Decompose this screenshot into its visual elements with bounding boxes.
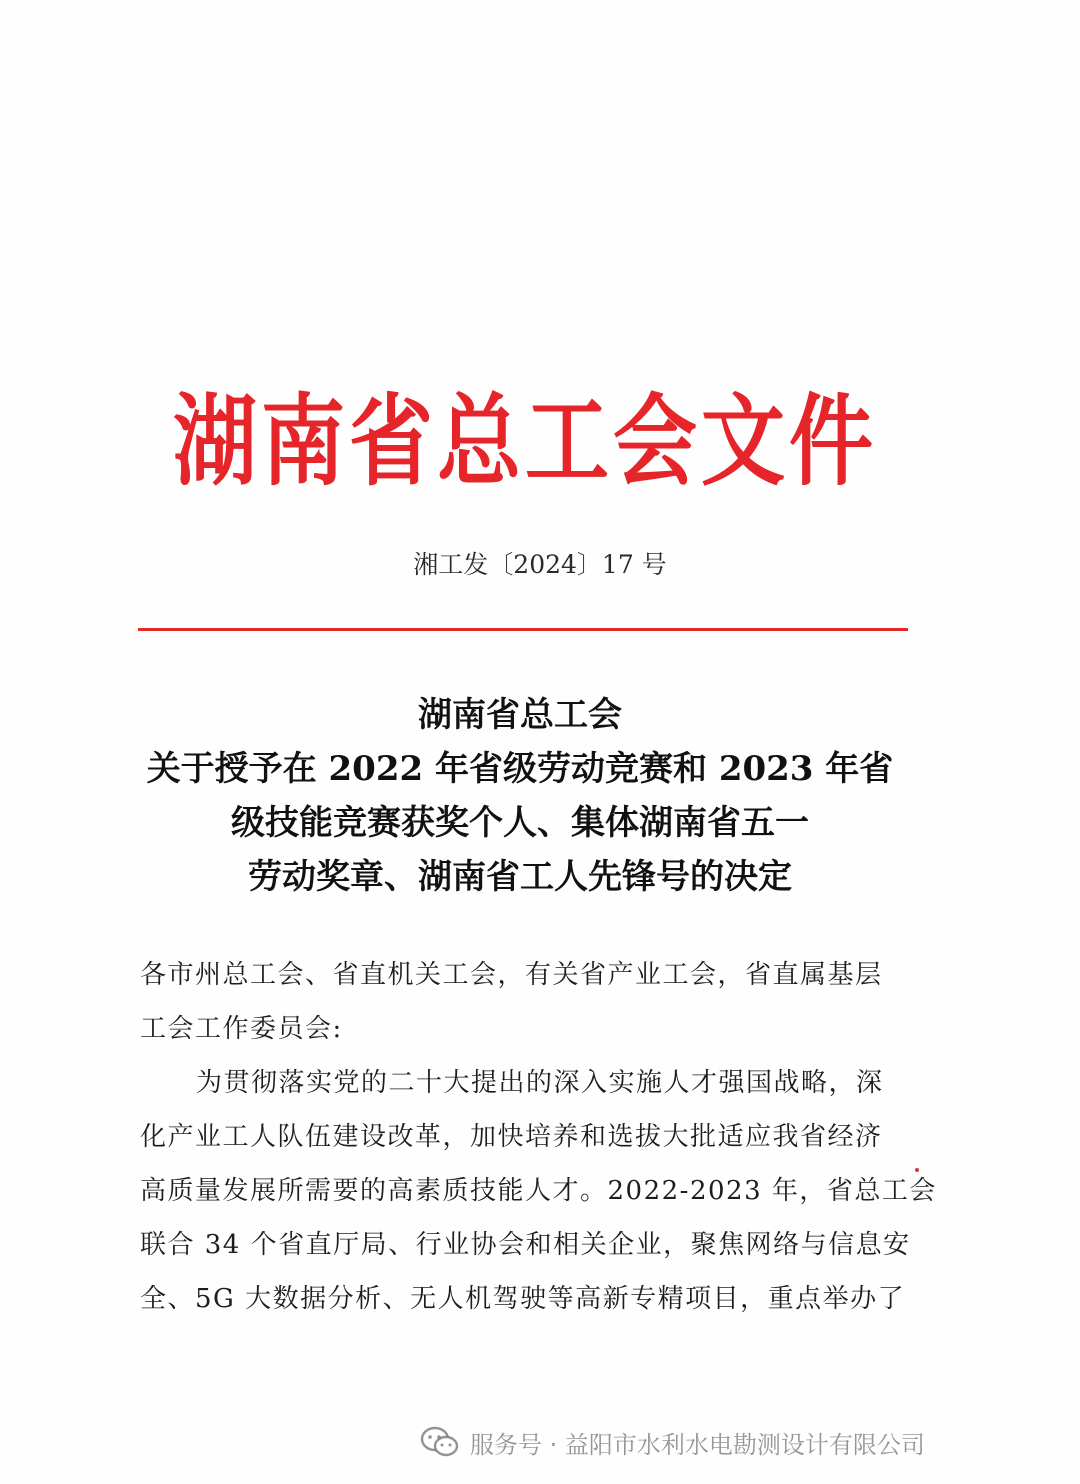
paragraph-line: 联合 34 个省直厅局、行业协会和相关企业，聚焦网络与信息安: [140, 1230, 911, 1260]
document-body: [140, 948, 937, 1326]
source-watermark: [420, 1420, 925, 1464]
watermark-text: 服务号 · 益阳市水利水电勘测设计有限公司: [470, 1430, 925, 1459]
document-number: 湘工发〔2024〕17 号: [413, 550, 667, 579]
document-title: [120, 688, 920, 904]
paragraph-line: 全、5G 大数据分析、无人机驾驶等高新专精项目，重点举办了: [140, 1284, 906, 1314]
addressee-line: 各市州总工会、省直机关工会，有关省产业工会，省直属基层: [140, 960, 883, 990]
title-line: 级技能竞赛获奖个人、集体湖南省五一: [231, 803, 809, 843]
red-divider-line: [138, 628, 908, 631]
paragraph-line: 为贯彻落实党的二十大提出的深入实施人才强国战略，深: [196, 1068, 884, 1098]
addressee-line: 工会工作委员会:: [140, 1014, 343, 1044]
scan-speck: [915, 1168, 919, 1172]
title-line: 关于授予在 2022 年省级劳动竞赛和 2023 年省: [146, 749, 894, 789]
wechat-icon: [420, 1426, 460, 1458]
title-line: 湖南省总工会: [418, 695, 622, 735]
document-masthead: 湖南省总工会文件: [172, 383, 877, 499]
paragraph-line: 化产业工人队伍建设改革，加快培养和选拔大批适应我省经济: [140, 1122, 883, 1152]
paragraph-line: 高质量发展所需要的高素质技能人才。2022-2023 年，省总工会: [140, 1176, 937, 1206]
title-line: 劳动奖章、湖南省工人先锋号的决定: [248, 857, 792, 897]
